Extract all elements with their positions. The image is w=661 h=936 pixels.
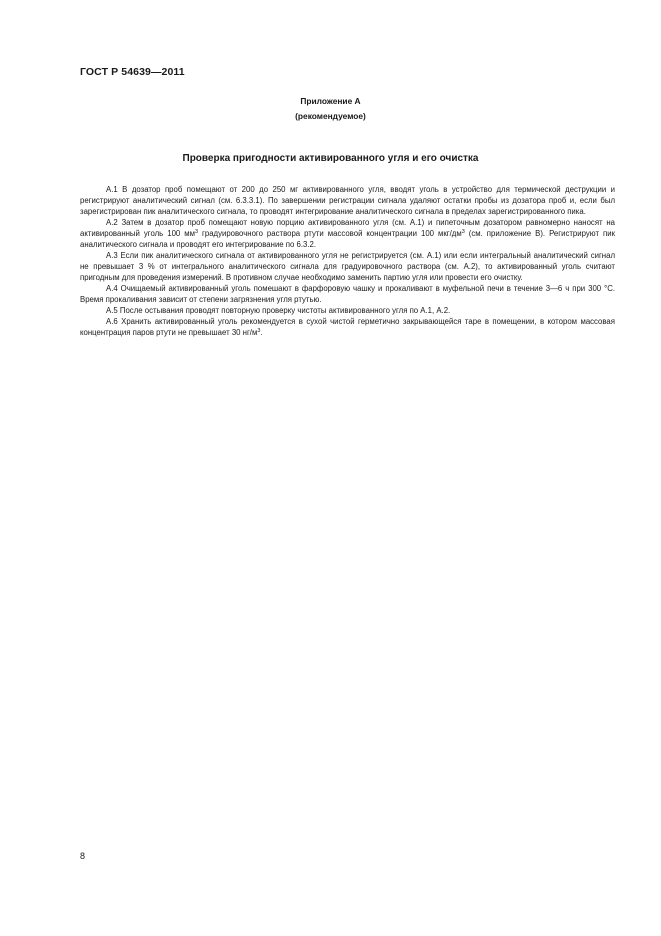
paragraph-a2-text-3: (см. приложение В). Регистрируют пик аналитического сигнала и проводят его интегрирование по 6.3.2. (80, 229, 616, 249)
annex-status: (рекомендуемое) (295, 111, 366, 121)
paragraph-a5: А.5 После остывания проводят повторную проверку чистоты активированного угля по А.1, А.2. (106, 306, 451, 315)
paragraph-a2-text-2: градуировочного раствора ртути массовой концентрации 100 мкг/дм (198, 229, 462, 238)
paragraph-a6 (80, 316, 615, 338)
paragraph-a3: А.3 Если пик аналитического сигнала от активированного угля не регистрируется (см. А.1) или если интегральный аналитический сигнал не превышает 3 % от интегрального аналитического сигнала для градуировочного раствора (см. А.2), то активированный уголь считают пригодным для проведения измерений. В противном случае необходимо заменить партию угля или провести его очистку. (80, 251, 615, 282)
paragraph-a1: А.1 В дозатор проб помещают от 200 до 250 мг активированного угля, вводят уголь в устройство для термической деструкции и регистрируют аналитический сигнал (см. 6.3.3.1). По завершении регистрации сигнала удаляют остатки пробы из дозатора проб и, если был зарегистрирован пик аналитического сигнала, то проводят интегрирование аналитического сигнала в пределах зарегистрированного пика. (80, 185, 615, 216)
superscript-unit-dm3: 3 (461, 229, 465, 235)
paragraph-a6-text-1: А.6 Хранить активированный уголь рекомендуется в сухой чистой герметично закрывающейся таре в помещении, в котором массовая концентрация паров ртути не превышает 30 нг/м (80, 317, 615, 337)
document-code: ГОСТ Р 54639—2011 (80, 66, 185, 78)
annex-body (80, 184, 615, 338)
paragraph-a2 (80, 217, 615, 250)
section-title: Проверка пригодности активированного угля и его очистка (182, 153, 479, 164)
paragraph-a4: А.4 Очищаемый активированный уголь помешают в фарфоровую чашку и прокаливают в муфельной печи в течение 3—6 ч при 300 °С. Время прокаливания зависит от степени загрязнения угля ртутью. (80, 284, 615, 304)
annex-title: Приложение А (300, 96, 361, 106)
page-number: 8 (80, 851, 86, 861)
superscript-unit-mm3: 3 (194, 229, 199, 235)
paragraph-a2-text-1: А.2 Затем в дозатор проб помещают новую порцию активированного угля (см. А.1) и пипеточным дозатором равномерно наносят на активированный уголь 100 мм (80, 218, 615, 238)
paragraph-a6-text-2: . (260, 328, 263, 337)
superscript-unit-m3: 3 (257, 328, 261, 334)
